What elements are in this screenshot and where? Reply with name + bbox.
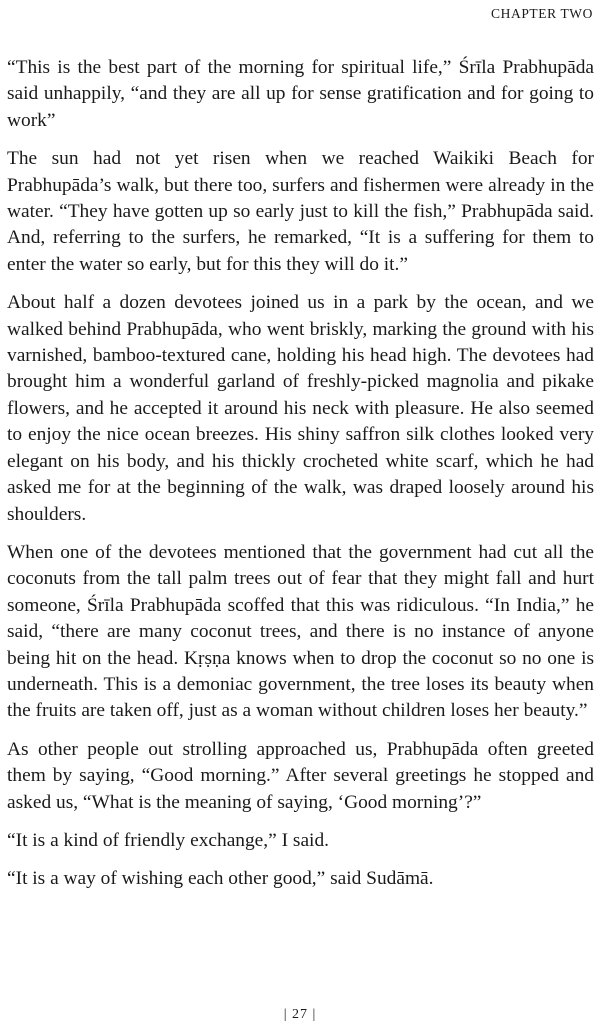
- paragraph-4: When one of the devotees mentioned that the government had cut all the coconuts from the tall palm trees out of fear that they might fall and hurt someone, Śrīla Prabhupāda scoffed that this was ridiculous. “In India,” he said, “there are many coconut trees, and there is no instance of anyone being hit on the head. Kṛṣṇa knows when to drop the coconut so no one is underneath. This is a demoniac government, the tree loses its beauty when the fruits are taken off, just as a woman without children loses her beauty.”: [7, 541, 594, 722]
- running-head: CHAPTER TWO: [491, 6, 593, 21]
- paragraph-5: As other people out strolling approached us, Prabhupāda often greeted them by saying, “Good morning.” After several greetings he stopped and asked us, “What is the meaning of saying, ‘Good morning’?”: [7, 738, 594, 813]
- body-text: [7, 55, 594, 905]
- page-number: | 27 |: [283, 1007, 317, 1022]
- paragraph-1: “This is the best part of the morning for spiritual life,” Śrīla Prabhupāda said unhappily, “and they are all up for sense gratification and for going to work”: [7, 57, 594, 131]
- paragraph-6: “It is a kind of friendly exchange,” I said.: [7, 829, 329, 851]
- paragraph-7: “It is a way of wishing each other good,” said Sudāmā.: [7, 868, 434, 890]
- paragraph-2: The sun had not yet risen when we reached Waikiki Beach for Prabhupāda’s walk, but there too, surfers and fishermen were already in the water. “They have gotten up so early just to kill the fish,” Prabhupāda said. And, referring to the surfers, he remarked, “It is a suffering for them to enter the water so early, but for this they will do it.”: [7, 148, 594, 275]
- paragraph-3: About half a dozen devotees joined us in a park by the ocean, and we walked behind Prabhupāda, who went briskly, marking the ground with his varnished, bamboo-textured cane, holding his head high. The devotees had brought him a wonderful garland of freshly-picked magnolia and pikake flowers, and he accepted it around his neck with pleasure. He also seemed to enjoy the nice ocean breezes. His shiny saffron silk clothes looked very elegant on his body, and his thickly crocheted white scarf, which he had asked me for at the beginning of the walk, was draped loosely around his shoulders.: [7, 292, 594, 525]
